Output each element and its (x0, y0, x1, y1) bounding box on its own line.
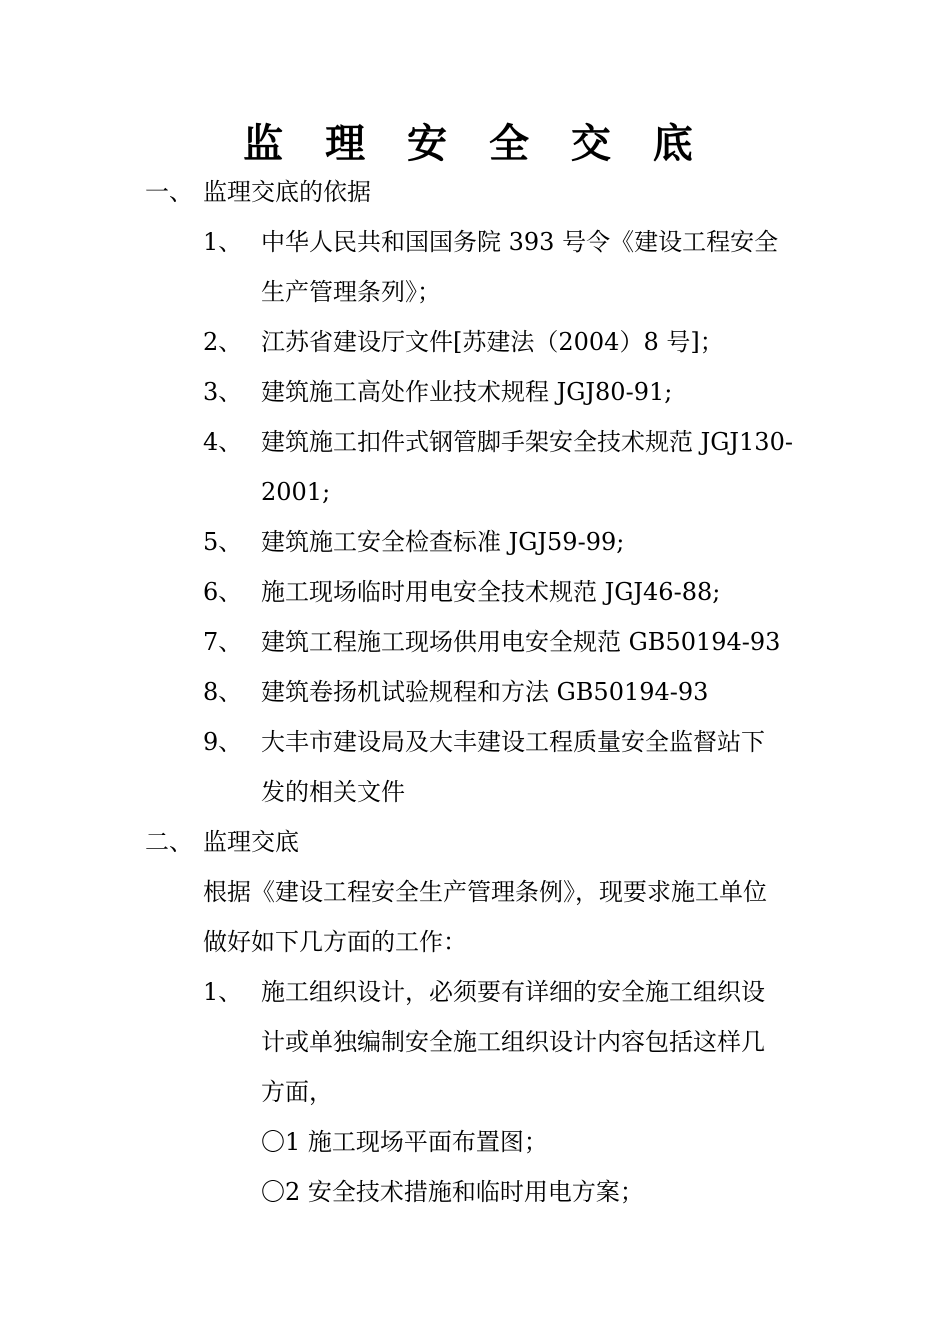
item-4-line-2: 2001; (261, 478, 331, 506)
item-6-line-1: 施工现场临时用电安全技术规范 JGJ46-88; (261, 578, 721, 606)
item-1-line-2: 生产管理条列》； (261, 278, 441, 306)
item-2-line-1: 江苏省建设厅文件[苏建法（2004）8 号]； (261, 328, 724, 356)
item-9-line-1: 大丰市建设局及大丰建设工程质量安全监督站下 (261, 728, 765, 756)
subitem-2: 〇2 安全技术措施和临时用电方案； (261, 1178, 644, 1206)
item-3-line-1: 建筑施工高处作业技术规程 JGJ80-91; (261, 378, 673, 406)
item-4-number: 4、 (203, 428, 243, 456)
s2-item-1-line-1: 施工组织设计，必须要有详细的安全施工组织设 (261, 978, 765, 1006)
page-title: 监 理 安 全 交 底 (243, 120, 707, 167)
s2-item-1-number: 1、 (203, 978, 243, 1006)
item-5-line-1: 建筑施工安全检查标准 JGJ59-99; (261, 528, 625, 556)
item-5-number: 5、 (203, 528, 243, 556)
section-2-intro-line-1: 根据《建设工程安全生产管理条例》，现要求施工单位 (203, 878, 767, 906)
section-1-number: 一、 (145, 178, 193, 206)
item-3-number: 3、 (203, 378, 243, 406)
section-1-heading: 监理交底的依据 (203, 178, 371, 206)
item-1-number: 1、 (203, 228, 243, 256)
subitem-1: 〇1 施工现场平面布置图； (261, 1128, 548, 1156)
item-8-number: 8、 (203, 678, 243, 706)
item-9-number: 9、 (203, 728, 243, 756)
item-9-line-2: 发的相关文件 (261, 778, 405, 806)
s2-item-1-line-2: 计或单独编制安全施工组织设计内容包括这样几 (261, 1028, 765, 1056)
item-4-line-1: 建筑施工扣件式钢管脚手架安全技术规范 JGJ130- (261, 428, 793, 456)
item-7-number: 7、 (203, 628, 243, 656)
item-7-line-1: 建筑工程施工现场供用电安全规范 GB50194-93 (261, 628, 781, 656)
section-2-heading: 监理交底 (203, 828, 299, 856)
item-2-number: 2、 (203, 328, 243, 356)
item-6-number: 6、 (203, 578, 243, 606)
section-2-intro-line-2: 做好如下几方面的工作： (203, 928, 467, 956)
item-8-line-1: 建筑卷扬机试验规程和方法 GB50194-93 (261, 678, 709, 706)
item-1-line-1: 中华人民共和国国务院 393 号令《建设工程安全 (261, 228, 779, 256)
section-2-number: 二、 (145, 828, 193, 856)
s2-item-1-line-3: 方面， (261, 1078, 333, 1106)
